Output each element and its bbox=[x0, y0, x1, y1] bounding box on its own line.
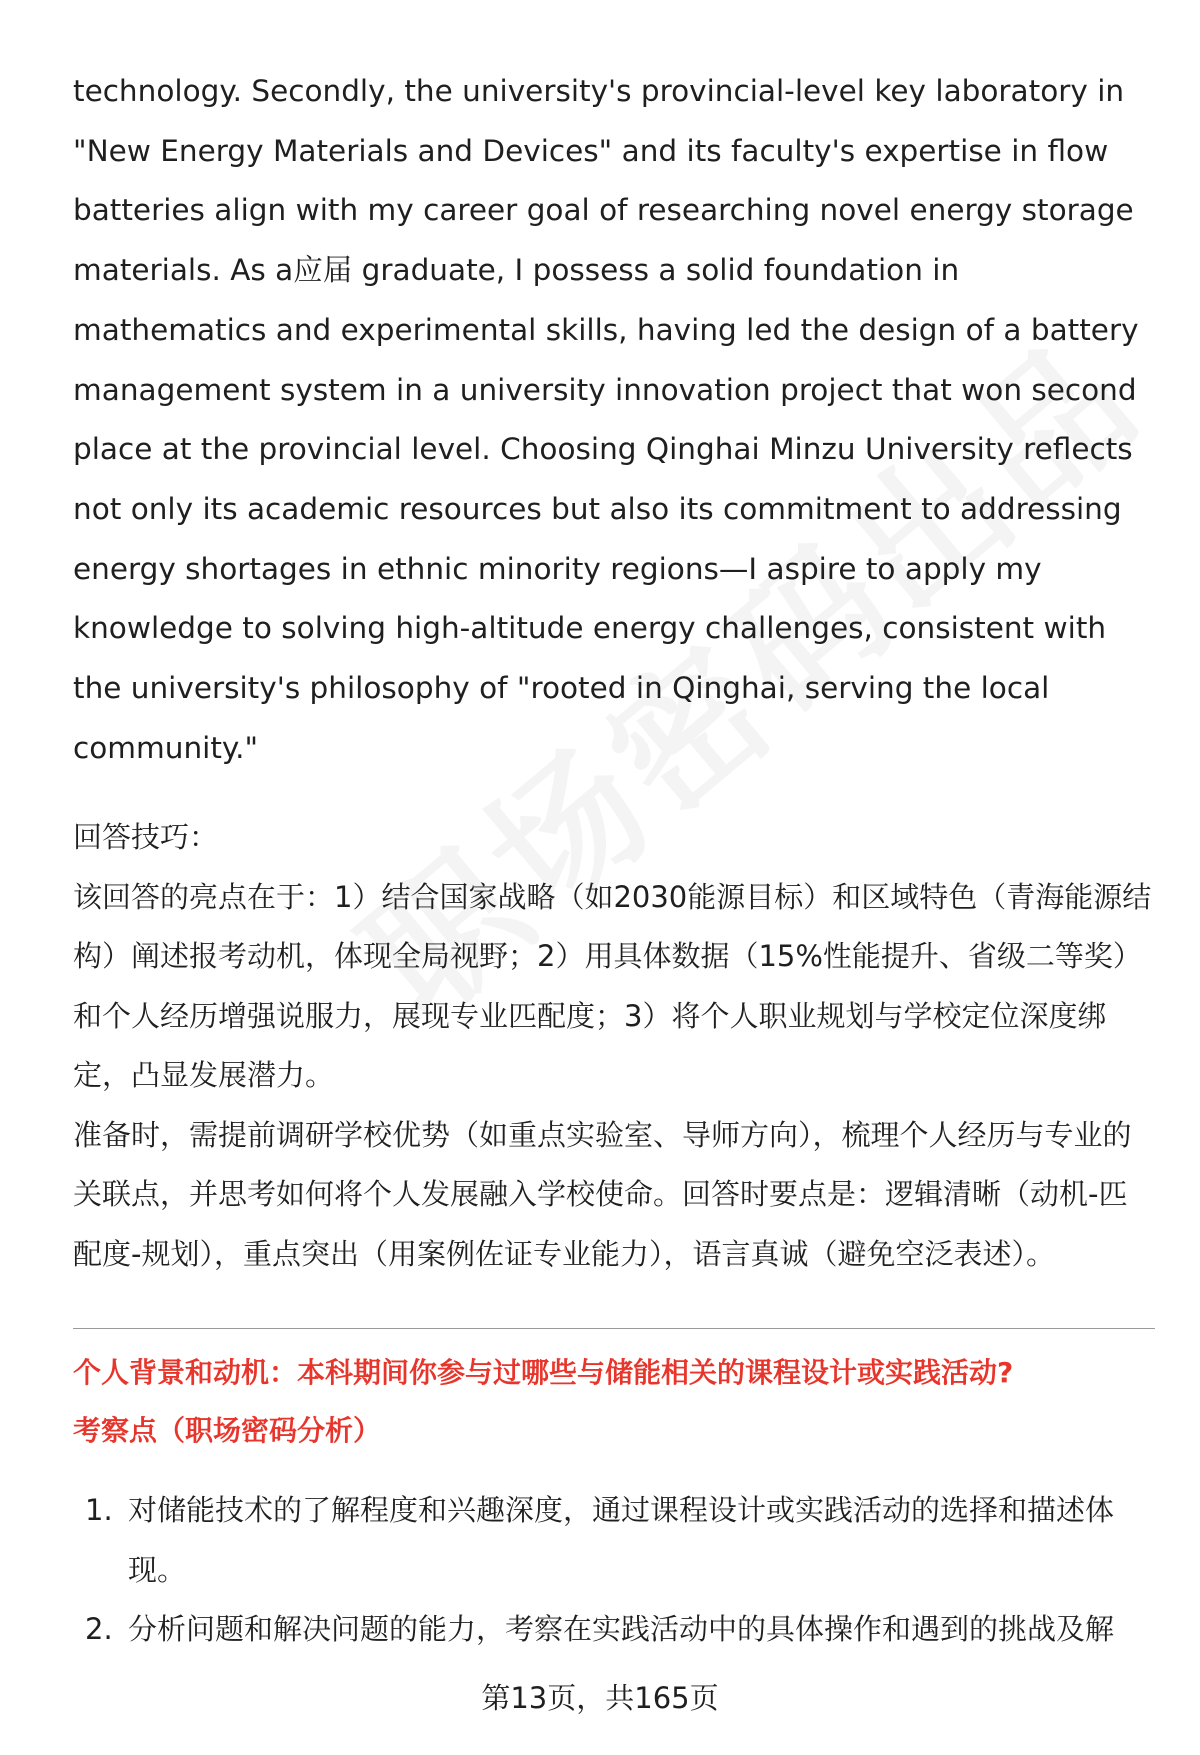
list-item-number: 1. bbox=[85, 1493, 113, 1528]
list-item-text: 分析问题和解决问题的能力，考察在实践活动中的具体操作和遇到的挑战及解 bbox=[128, 1612, 1115, 1647]
document-page bbox=[73, 62, 1155, 1660]
page-number: 第13页，共165页 bbox=[481, 1681, 719, 1715]
answer-paragraph: technology. Secondly, the university's provincial-level key laboratory in "New Energy Materials and Devices" and its faculty's expertise in flow batteries align with my career goal of researching novel energy storage materials. As a应届 graduate, I possess a solid foundation in mathematics and experimental skills, having led the design of a battery management system in a university innovation project that won second place at the provincial level. Choosing Qinghai Minzu University reflects not only its academic resources but also its commitment to addressing energy shortages in ethnic minority regions—I aspire to apply my knowledge to solving high-altitude energy challenges, consistent with the university's philosophy of "rooted in Qinghai, serving the local community." bbox=[73, 74, 1139, 765]
assessment-points-heading: 考察点（职场密码分析） bbox=[73, 1414, 382, 1448]
section-divider bbox=[73, 1328, 1155, 1329]
tips-section bbox=[73, 808, 1155, 1284]
tips-label: 回答技巧： bbox=[73, 820, 219, 855]
list-item-text: 对储能技术的了解程度和兴趣深度，通过课程设计或实践活动的选择和描述体现。 bbox=[128, 1493, 1115, 1587]
list-item bbox=[73, 1600, 1155, 1660]
tips-highlight: 该回答的亮点在于：1）结合国家战略（如2030能源目标）和区域特色（青海能源结构）阐述报考动机，体现全局视野；2）用具体数据（15%性能提升、省级二等奖）和个人经历增强说服力，展现专业匹配度；3）将个人职业规划与学校定位深度绑定，凸显发展潜力。 bbox=[73, 879, 1152, 1093]
tips-preparation: 准备时，需提前调研学校优势（如重点实验室、导师方向），梳理个人经历与专业的关联点，并思考如何将个人发展融入学校使命。回答时要点是：逻辑清晰（动机-匹配度-规划），重点突出（用案例佐证专业能力），语言真诚（避免空泛表述）。 bbox=[73, 1117, 1132, 1271]
assessment-points-list bbox=[73, 1481, 1155, 1660]
list-item bbox=[73, 1481, 1155, 1600]
list-item-number: 2. bbox=[85, 1612, 113, 1647]
question-heading: 个人背景和动机：本科期间你参与过哪些与储能相关的课程设计或实践活动? bbox=[73, 1356, 1014, 1390]
